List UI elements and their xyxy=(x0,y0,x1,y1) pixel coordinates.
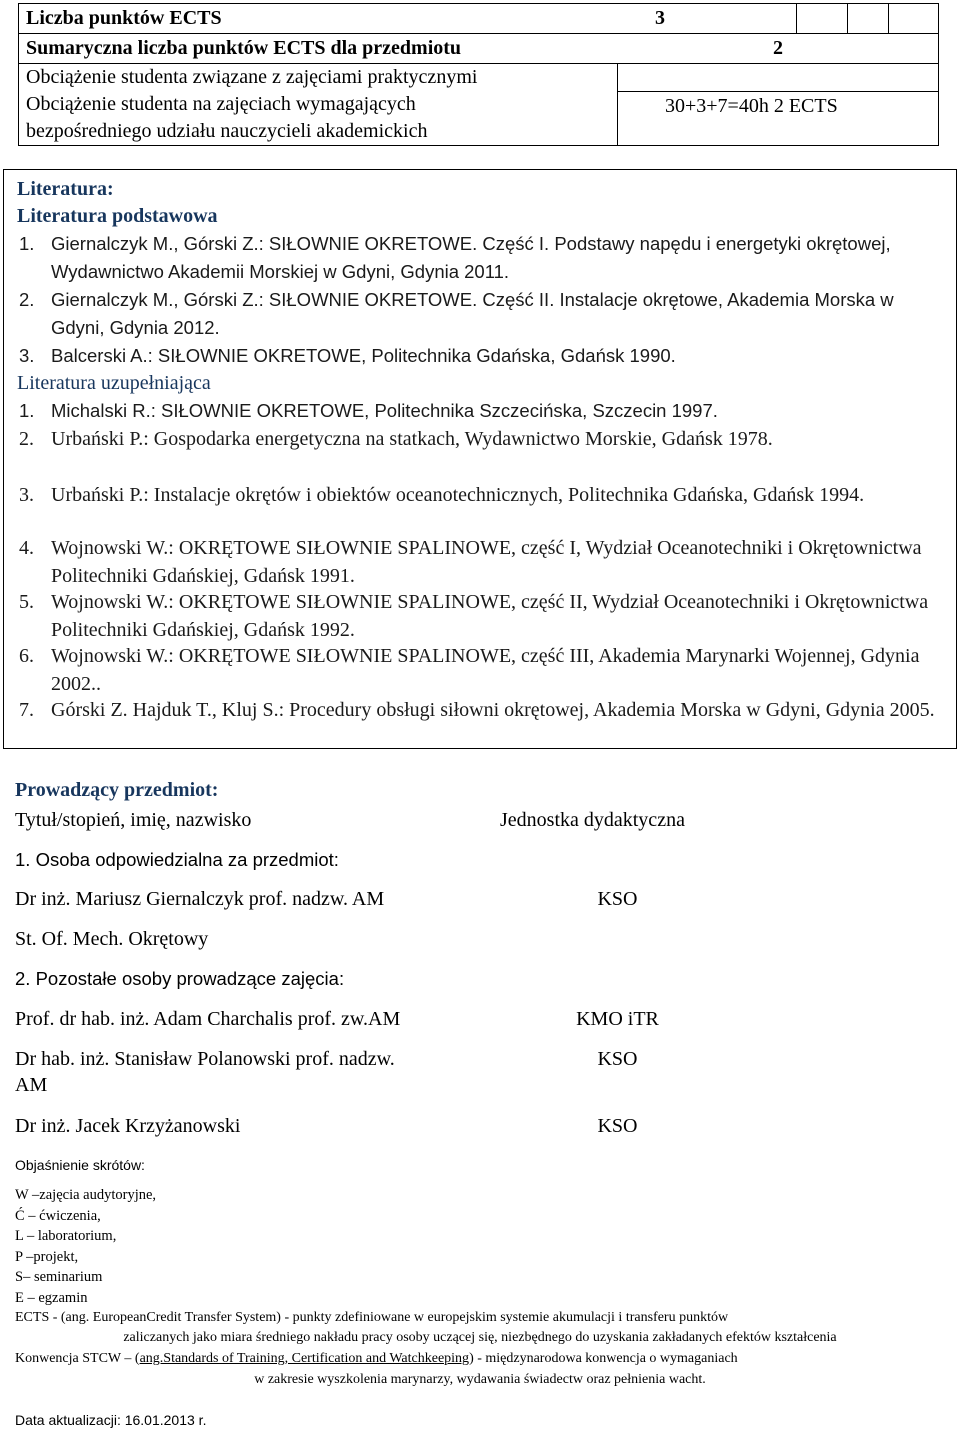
list-item: 2. Urbański P.: Gospodarka energetyczna na statkach, Wydawnictwo Morskie, Gdańsk 1978. xyxy=(19,428,773,450)
responsible-name: Dr inż. Mariusz Giernalczyk prof. nadzw. AM xyxy=(15,888,385,910)
table-rule xyxy=(796,4,797,33)
ects-points-value: 3 xyxy=(655,7,665,29)
table-rule xyxy=(847,4,848,33)
list-item: 1. Giernalczyk M., Górski Z.: SIŁOWNIE OKRETOWE. Część I. Podstawy napędu i energetyki okrętowej, Wydawnictwo Akademii Morskiej w Gdyni, Gdynia 2011. xyxy=(19,233,891,282)
basic-literature-heading: Literatura podstawowa xyxy=(17,205,218,227)
table-rule xyxy=(617,63,618,146)
list-item: 3. Balcerski A.: SIŁOWNIE OKRETOWE, Politechnika Gdańska, Gdańsk 1990. xyxy=(19,345,676,366)
update-date: Data aktualizacji: 16.01.2013 r. xyxy=(15,1412,207,1428)
lecturer-name: Dr hab. inż. Stanisław Polanowski prof. nadzw. xyxy=(15,1048,395,1070)
ects-table xyxy=(18,3,939,146)
abbreviation-item: S– seminarium xyxy=(15,1269,103,1285)
ects-total-value: 2 xyxy=(773,37,783,59)
direct-load-value: 30+3+7=40h 2 ECTS xyxy=(665,95,838,117)
list-item: 4. Wojnowski W.: OKRĘTOWE SIŁOWNIE SPALINOWE, część I, Wydział Oceanotechniki i Okrętownictwa Politechniki Gdańskiej, Gdańsk 1991. xyxy=(19,537,922,587)
stcw-note-line2: w zakresie wyszkolenia marynarzy, wydawania świadectw oraz pełnienia wacht. xyxy=(254,1372,706,1387)
others-heading: 2. Pozostałe osoby prowadzące zajęcia: xyxy=(15,968,345,989)
practical-load-label: Obciążenie studenta związane z zajęciami praktycznymi xyxy=(26,66,478,88)
stcw-note-line1: Konwencja STCW – (ang.Standards of Training, Certification and Watchkeeping) - międzynarodowa konwencja o wymaganiach xyxy=(15,1351,738,1366)
ects-note-line2: zaliczanych jako miara średniego nakładu pracy osoby uczącej się, niezbędnego do uzyskania zakładanych efektów kształcenia xyxy=(123,1330,837,1345)
table-rule xyxy=(19,33,938,34)
table-rule xyxy=(888,4,889,33)
list-item: 1. Michalski R.: SIŁOWNIE OKRETOWE, Politechnika Szczecińska, Szczecin 1997. xyxy=(19,400,718,421)
abbreviations-title: Objaśnienie skrótów: xyxy=(15,1157,145,1173)
list-item: 2. Giernalczyk M., Górski Z.: SIŁOWNIE OKRETOWE. Część II. Instalacje okrętowe, Akademia Morska w Gdyni, Gdynia 2012. xyxy=(19,289,894,338)
literature-box xyxy=(3,169,957,749)
responsible-unit: KSO xyxy=(597,888,638,910)
responsible-rank: St. Of. Mech. Okrętowy xyxy=(15,928,209,950)
list-item: 7. Górski Z. Hajduk T., Kluj S.: Procedury obsługi siłowni okrętowej, Akademia Morska w Gdyni, Gdynia 2005. xyxy=(19,699,935,721)
supplementary-literature-heading: Literatura uzupełniająca xyxy=(17,372,211,394)
abbreviation-item: Ć – ćwiczenia, xyxy=(15,1208,101,1224)
lecturer-name: Prof. dr hab. inż. Adam Charchalis prof. zw.AM xyxy=(15,1008,401,1030)
ects-note-line1: ECTS - (ang. EuropeanCredit Transfer System) - punkty zdefiniowane w europejskim systemie akumulacji i transferu punktów xyxy=(15,1310,729,1325)
abbreviation-item: P –projekt, xyxy=(15,1249,79,1265)
lecturer-unit: KMO iTR xyxy=(576,1008,659,1030)
abbreviation-item: L – laboratorium, xyxy=(15,1228,117,1244)
column-header-unit: Jednostka dydaktyczna xyxy=(500,809,685,831)
direct-load-label-line1: Obciążenie studenta na zajęciach wymagających xyxy=(26,93,416,115)
ects-points-label: Liczba punktów ECTS xyxy=(26,7,222,29)
lecturer-unit: KSO xyxy=(597,1115,638,1137)
lecturer-name: Dr inż. Jacek Krzyżanowski xyxy=(15,1115,241,1137)
list-item: 6. Wojnowski W.: OKRĘTOWE SIŁOWNIE SPALINOWE, część III, Akademia Marynarki Wojennej, Gdynia 2002.. xyxy=(19,645,920,695)
abbreviation-item: E – egzamin xyxy=(15,1290,88,1306)
ects-total-label: Sumaryczna liczba punktów ECTS dla przedmiotu xyxy=(26,37,462,59)
stcw-link[interactable]: ang.Standards of Training, Certification and Watchkeeping xyxy=(139,1351,470,1366)
direct-load-label-line2: bezpośredniego udziału nauczycieli akademickich xyxy=(26,120,428,142)
table-rule xyxy=(617,91,938,92)
table-rule xyxy=(19,63,938,64)
lecturer-unit: KSO xyxy=(597,1048,638,1070)
list-item: 3. Urbański P.: Instalacje okrętów i obiektów oceanotechnicznych, Politechnika Gdańska, Gdańsk 1994. xyxy=(19,484,865,506)
responsible-heading: 1. Osoba odpowiedzialna za przedmiot: xyxy=(15,849,339,870)
lecturer-name-line2: AM xyxy=(15,1074,48,1096)
literature-title: Literatura: xyxy=(17,178,114,200)
abbreviation-item: W –zajęcia audytoryjne, xyxy=(15,1187,157,1203)
list-item: 5. Wojnowski W.: OKRĘTOWE SIŁOWNIE SPALINOWE, część II, Wydział Oceanotechniki i Okrętownictwa Politechniki Gdańskiej, Gdańsk 1992. xyxy=(19,591,929,641)
lecturers-title: Prowadzący przedmiot: xyxy=(15,779,219,801)
column-header-name: Tytuł/stopień, imię, nazwisko xyxy=(15,809,252,831)
